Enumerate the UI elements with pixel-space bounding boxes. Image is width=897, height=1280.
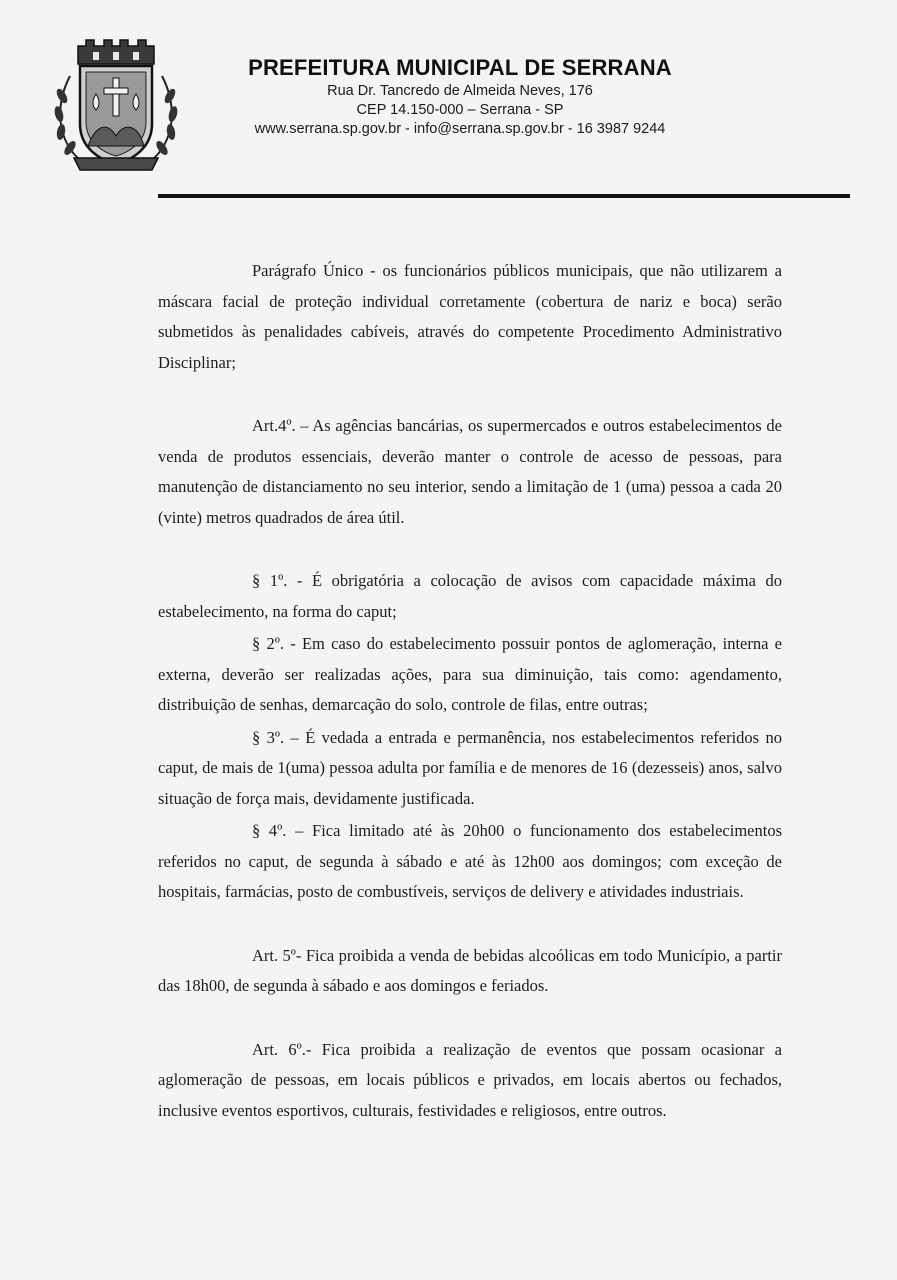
article-4-paragraph-4: § 4º. – Fica limitado até às 20h00 o funcionamento dos estabelecimentos referidos no caput, de segunda à sábado e até às 12h00 aos domingos; com exceção de hospitais, farmácias, posto de combustíveis, serviços de delivery e atividades industriais. <box>158 821 782 901</box>
letterhead <box>210 54 710 139</box>
institution-title: PREFEITURA MUNICIPAL DE SERRANA <box>248 55 672 80</box>
institution-cep: CEP 14.150-000 – Serrana - SP <box>356 102 564 118</box>
document-body <box>158 256 782 1126</box>
paragraph-unico: Parágrafo Único - os funcionários públicos municipais, que não utilizarem a máscara facial de proteção individual corretamente (cobertura de nariz e boca) serão submetidos às penalidades cabíveis, através do competente Procedimento Administrativo Disciplinar; <box>158 261 782 372</box>
article-5: Art. 5º- Fica proibida a venda de bebidas alcoólicas em todo Município, a partir das 18h00, de segunda à sábado e aos domingos e feriados. <box>158 945 782 995</box>
header-divider <box>158 194 850 198</box>
article-4: Art.4º. – As agências bancárias, os supermercados e outros estabelecimentos de venda de produtos essenciais, deverão manter o controle de acesso de pessoas, para manutenção de distanciamento no seu interior, sendo a limitação de 1 (uma) pessoa a cada 20 (vinte) metros quadrados de área útil. <box>158 416 782 527</box>
coat-of-arms-emblem <box>48 36 184 176</box>
article-4-paragraph-1: § 1º. - É obrigatória a colocação de avisos com capacidade máxima do estabelecimento, na forma do caput; <box>158 571 782 621</box>
institution-contact: www.serrana.sp.gov.br - info@serrana.sp.gov.br - 16 3987 9244 <box>254 121 666 137</box>
article-6: Art. 6º.- Fica proibida a realização de eventos que possam ocasionar a aglomeração de pessoas, em locais públicos e privados, em locais abertos ou fechados, inclusive eventos esportivos, culturais, festividades e religiosos, entre outros. <box>158 1039 782 1120</box>
article-4-paragraph-2: § 2º. - Em caso do estabelecimento possuir pontos de aglomeração, interna e externa, deverão ser realizadas ações, para sua diminuição, tais como: agendamento, distribuição de senhas, demarcação do solo, controle de filas, entre outras; <box>158 634 782 714</box>
article-4-paragraph-3: § 3º. – É vedada a entrada e permanência, nos estabelecimentos referidos no caput, de mais de 1(uma) pessoa adulta por família e de menores de 16 (dezesseis) anos, salvo situação de força mais, devidamente justificada. <box>158 727 782 808</box>
institution-address: Rua Dr. Tancredo de Almeida Neves, 176 <box>327 83 593 99</box>
